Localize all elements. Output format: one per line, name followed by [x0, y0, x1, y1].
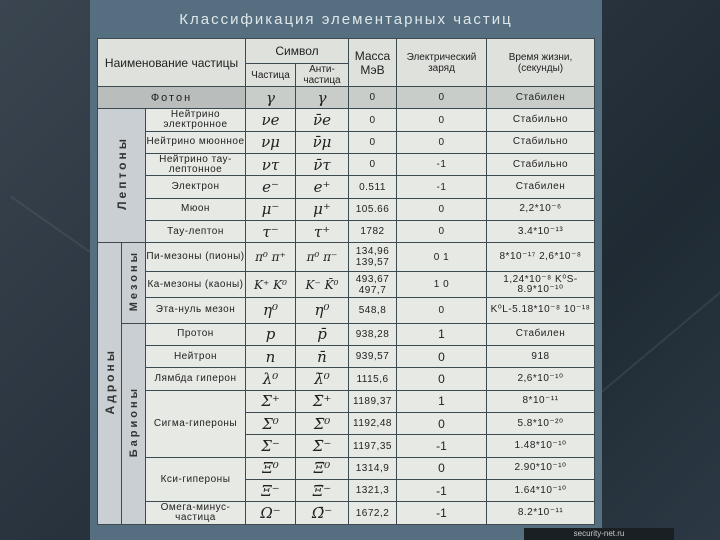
header-mass: Масса МэВ: [349, 39, 397, 87]
particle-name: Пи-мезоны (пионы): [146, 243, 246, 271]
antiparticle-symbol: Σ̄⁺: [296, 390, 349, 412]
antiparticle-symbol: Ω̄⁻: [296, 502, 349, 525]
header-lifetime: Время жизни, (секунды): [487, 39, 595, 87]
charge-value: 0: [397, 368, 487, 390]
mass-value: 134,96 139,57: [349, 243, 397, 271]
charge-value: 1 0: [397, 271, 487, 297]
table-row: [98, 154, 595, 176]
charge-value: 0: [397, 346, 487, 368]
antiparticle-symbol: λ̄⁰: [296, 368, 349, 390]
antiparticle-symbol: τ⁺: [296, 221, 349, 243]
table-row: [98, 390, 595, 412]
lifetime-value: 2,6*10⁻¹⁰: [487, 368, 595, 390]
antiparticle-symbol: e⁺: [296, 176, 349, 198]
lifetime-value: Стабилен: [487, 176, 595, 198]
header-name: Наименование частицы: [98, 39, 246, 87]
lifetime-value: Стабилен: [487, 323, 595, 345]
charge-value: -1: [397, 176, 487, 198]
particle-symbol: η⁰: [246, 298, 296, 323]
charge-value: 0: [397, 457, 487, 479]
group-hadrons: Адроны: [98, 243, 122, 525]
antiparticle-symbol: μ⁺: [296, 198, 349, 220]
antiparticle-symbol: η⁰: [296, 298, 349, 323]
charge-value: 0: [397, 298, 487, 323]
lifetime-value: 8*10⁻¹⁷ 2,6*10⁻⁸: [487, 243, 595, 271]
table-row: [98, 221, 595, 243]
charge-value: -1: [397, 480, 487, 502]
particle-symbol: Ξ⁰: [246, 457, 296, 479]
charge-value: -1: [397, 154, 487, 176]
group-baryons: Барионы: [122, 323, 146, 524]
mass-value: 1189,37: [349, 390, 397, 412]
particle-name: Эта-нуль мезон: [146, 298, 246, 323]
table-row: [98, 198, 595, 220]
table-row: [98, 368, 595, 390]
particle-symbol: τ⁻: [246, 221, 296, 243]
table-row: [98, 346, 595, 368]
mass-value: 493,67 497,7: [349, 271, 397, 297]
lifetime-value: 8*10⁻¹¹: [487, 390, 595, 412]
table-row: [98, 109, 595, 131]
particle-name: Кси-гипероны: [146, 457, 246, 502]
header-particle: Частица: [246, 64, 296, 87]
particle-name: Омега-минус-частица: [146, 502, 246, 525]
table-row: [98, 176, 595, 198]
particle-name: Фотон: [98, 87, 246, 109]
charge-value: 1: [397, 390, 487, 412]
particle-symbol: λ⁰: [246, 368, 296, 390]
charge-value: 0: [397, 131, 487, 153]
particle-symbol: Σ⁻: [246, 435, 296, 457]
antiparticle-symbol: Σ̄⁰: [296, 413, 349, 435]
particle-table: [97, 38, 595, 525]
lifetime-value: 2,2*10⁻⁶: [487, 198, 595, 220]
lifetime-value: 1.64*10⁻¹⁰: [487, 480, 595, 502]
particle-name: Мюон: [146, 198, 246, 220]
mass-value: 1314,9: [349, 457, 397, 479]
antiparticle-symbol: Σ̄⁻: [296, 435, 349, 457]
mass-value: 1115,6: [349, 368, 397, 390]
antiparticle-symbol: γ: [296, 87, 349, 109]
charge-value: 0: [397, 198, 487, 220]
particle-symbol: Ω⁻: [246, 502, 296, 525]
particle-name: Тау-лептон: [146, 221, 246, 243]
antiparticle-symbol: Ξ̄⁰: [296, 457, 349, 479]
lifetime-value: 1,24*10⁻⁸ K⁰S-8.9*10⁻¹⁰: [487, 271, 595, 297]
particle-symbol: γ: [246, 87, 296, 109]
particle-symbol: e⁻: [246, 176, 296, 198]
particle-name: Нейтрино электронное: [146, 109, 246, 131]
lifetime-value: K⁰L-5.18*10⁻⁸ 10⁻¹⁸: [487, 298, 595, 323]
mass-value: 0.511: [349, 176, 397, 198]
header-antiparticle: Анти-частица: [296, 64, 349, 87]
particle-symbol: νμ: [246, 131, 296, 153]
particle-name: Ка-мезоны (каоны): [146, 271, 246, 297]
table-row: [98, 131, 595, 153]
particle-symbol: p: [246, 323, 296, 345]
antiparticle-symbol: p̄: [296, 323, 349, 345]
mass-value: 105.66: [349, 198, 397, 220]
particle-name: Нейтрино мюонное: [146, 131, 246, 153]
charge-value: 0: [397, 109, 487, 131]
charge-value: -1: [397, 435, 487, 457]
header-symbol: Символ: [246, 39, 349, 64]
mass-value: 0: [349, 109, 397, 131]
charge-value: 0: [397, 87, 487, 109]
group-mesons: Мезоны: [122, 243, 146, 323]
antiparticle-symbol: π⁰ π⁻: [296, 243, 349, 271]
particle-name: Лямбда гиперон: [146, 368, 246, 390]
particle-name: Нейтрон: [146, 346, 246, 368]
mass-value: 0: [349, 154, 397, 176]
particle-symbol: ντ: [246, 154, 296, 176]
slide: [90, 0, 602, 540]
particle-symbol: Σ⁰: [246, 413, 296, 435]
table-row: [98, 457, 595, 479]
mass-value: 548,8: [349, 298, 397, 323]
particle-name: Протон: [146, 323, 246, 345]
table-row: [98, 502, 595, 525]
antiparticle-symbol: ν̄e: [296, 109, 349, 131]
particle-symbol: Ξ⁻: [246, 480, 296, 502]
particle-symbol: K⁺ K⁰: [246, 271, 296, 297]
particle-name: Нейтрино тау-лептонное: [146, 154, 246, 176]
table-row: [98, 323, 595, 345]
particle-name: Электрон: [146, 176, 246, 198]
group-leptons: Лептоны: [98, 109, 146, 243]
mass-value: 939,57: [349, 346, 397, 368]
mass-value: 1197,35: [349, 435, 397, 457]
particle-symbol: n: [246, 346, 296, 368]
table-row: [98, 271, 595, 297]
lifetime-value: 3.4*10⁻¹³: [487, 221, 595, 243]
table-row: [98, 243, 595, 271]
particle-symbol: νe: [246, 109, 296, 131]
mass-value: 1672,2: [349, 502, 397, 525]
charge-value: 0 1: [397, 243, 487, 271]
lifetime-value: 1.48*10⁻¹⁰: [487, 435, 595, 457]
lifetime-value: Стабильно: [487, 131, 595, 153]
mass-value: 938,28: [349, 323, 397, 345]
lifetime-value: 5.8*10⁻²⁰: [487, 413, 595, 435]
mass-value: 0: [349, 131, 397, 153]
header-charge: Электрический заряд: [397, 39, 487, 87]
lifetime-value: 2.90*10⁻¹⁰: [487, 457, 595, 479]
charge-value: -1: [397, 502, 487, 525]
antiparticle-symbol: ν̄μ: [296, 131, 349, 153]
particle-symbol: Σ⁺: [246, 390, 296, 412]
antiparticle-symbol: Ξ̄⁻: [296, 480, 349, 502]
charge-value: 0: [397, 221, 487, 243]
mass-value: 0: [349, 87, 397, 109]
lifetime-value: Стабилен: [487, 87, 595, 109]
mass-value: 1321,3: [349, 480, 397, 502]
antiparticle-symbol: ν̄τ: [296, 154, 349, 176]
lifetime-value: Стабильно: [487, 154, 595, 176]
table-row: [98, 87, 595, 109]
lifetime-value: 8.2*10⁻¹¹: [487, 502, 595, 525]
particle-symbol: π⁰ π⁺: [246, 243, 296, 271]
background-decoration: [594, 204, 720, 398]
mass-value: 1782: [349, 221, 397, 243]
slide-title: Классификация элементарных частиц: [179, 11, 513, 28]
particle-name: Сигма-гипероны: [146, 390, 246, 457]
antiparticle-symbol: n̄: [296, 346, 349, 368]
antiparticle-symbol: K⁻ K̄⁰: [296, 271, 349, 297]
watermark: security-net.ru: [524, 528, 674, 540]
table-row: [98, 298, 595, 323]
charge-value: 0: [397, 413, 487, 435]
lifetime-value: Стабильно: [487, 109, 595, 131]
lifetime-value: 918: [487, 346, 595, 368]
particle-symbol: μ⁻: [246, 198, 296, 220]
mass-value: 1192,48: [349, 413, 397, 435]
charge-value: 1: [397, 323, 487, 345]
